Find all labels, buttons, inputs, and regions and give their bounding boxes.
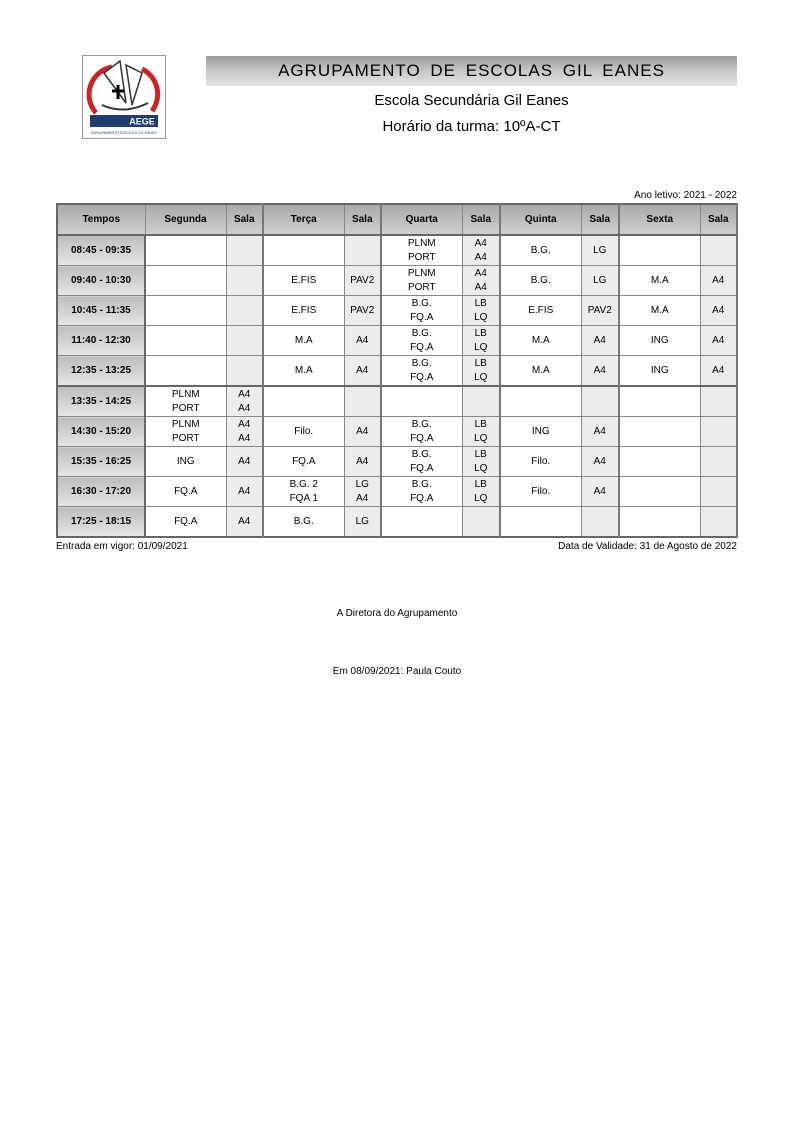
signature-title: A Diretora do Agrupamento — [336, 608, 458, 619]
subject-cell: Filo. — [500, 447, 581, 477]
subject-cell: FQ.A — [263, 447, 344, 477]
table-row — [57, 296, 737, 326]
room-cell: A4 — [700, 296, 737, 326]
room-cell: A4 — [344, 417, 381, 447]
table-row — [57, 507, 737, 538]
room-cell — [226, 235, 263, 266]
school-year: Ano letivo: 2021 - 2022 — [634, 190, 737, 201]
subject-cell — [619, 386, 700, 417]
subject-cell: B.G. — [263, 507, 344, 538]
subject-cell — [500, 386, 581, 417]
room-cell — [581, 507, 619, 538]
subject-cell — [145, 326, 226, 356]
room-cell: A4 — [344, 447, 381, 477]
validity-date: Data de Validade: 31 de Agosto de 2022 — [558, 541, 737, 552]
time-slot: 12:35 - 13:25 — [57, 356, 145, 387]
room-cell: LG — [581, 235, 619, 266]
room-cell: A4 A4 — [462, 266, 500, 296]
timetable-body — [57, 235, 737, 537]
room-cell: LG A4 — [344, 477, 381, 507]
subject-cell: M.A — [500, 326, 581, 356]
page-title: AGRUPAMENTO DE ESCOLAS GIL EANES — [206, 56, 737, 86]
logo-acronym: AEGE — [129, 116, 155, 127]
subject-cell — [145, 235, 226, 266]
room-cell — [700, 235, 737, 266]
column-header: Quinta — [500, 204, 581, 235]
table-row — [57, 326, 737, 356]
room-cell — [700, 447, 737, 477]
room-cell: A4 — [226, 447, 263, 477]
subject-cell — [500, 507, 581, 538]
room-cell: A4 A4 — [226, 386, 263, 417]
room-cell — [581, 386, 619, 417]
room-cell: A4 — [581, 477, 619, 507]
subject-cell: PLNM PORT — [381, 266, 462, 296]
subject-cell: B.G. FQ.A — [381, 417, 462, 447]
subject-cell: B.G. FQ.A — [381, 447, 462, 477]
subject-cell — [145, 356, 226, 387]
subject-cell — [263, 386, 344, 417]
subject-cell: Filo. — [500, 477, 581, 507]
subject-cell: E.FIS — [263, 266, 344, 296]
subject-cell: B.G. — [500, 266, 581, 296]
subject-cell — [381, 386, 462, 417]
room-cell: LG — [344, 507, 381, 538]
room-cell: A4 A4 — [462, 235, 500, 266]
subject-cell — [619, 477, 700, 507]
subject-cell — [619, 507, 700, 538]
room-cell: A4 — [226, 507, 263, 538]
room-cell: LG — [581, 266, 619, 296]
room-cell: PAV2 — [344, 266, 381, 296]
table-row — [57, 266, 737, 296]
subject-cell: M.A — [619, 296, 700, 326]
room-cell — [226, 356, 263, 387]
room-cell — [700, 477, 737, 507]
room-cell: A4 — [700, 266, 737, 296]
column-header: Sala — [700, 204, 737, 235]
subject-cell: B.G. FQ.A — [381, 356, 462, 387]
subject-cell: B.G. FQ.A — [381, 326, 462, 356]
class-label: Horário da turma: 10ºA-CT — [382, 118, 561, 135]
subject-cell: B.G. — [500, 235, 581, 266]
subject-cell: ING — [619, 326, 700, 356]
subject-cell: B.G. FQ.A — [381, 296, 462, 326]
subject-cell: ING — [145, 447, 226, 477]
room-cell: A4 — [344, 356, 381, 387]
subject-cell: ING — [500, 417, 581, 447]
subject-cell — [619, 417, 700, 447]
subject-cell: PLNM PORT — [145, 386, 226, 417]
room-cell — [700, 507, 737, 538]
room-cell — [700, 417, 737, 447]
column-header: Tempos — [57, 204, 145, 235]
subject-cell: FQ.A — [145, 507, 226, 538]
room-cell: LB LQ — [462, 417, 500, 447]
room-cell — [226, 296, 263, 326]
subject-cell: B.G. FQ.A — [381, 477, 462, 507]
subject-cell — [381, 507, 462, 538]
column-header: Sala — [581, 204, 619, 235]
subject-cell: M.A — [263, 356, 344, 387]
room-cell: A4 — [700, 356, 737, 387]
logo-caption: AGRUPAMENTO ESCOLAS GIL EANES — [91, 131, 157, 135]
room-cell: A4 — [226, 477, 263, 507]
subject-cell — [145, 296, 226, 326]
room-cell — [226, 266, 263, 296]
room-cell — [226, 326, 263, 356]
time-slot: 13:35 - 14:25 — [57, 386, 145, 417]
subject-cell: PLNM PORT — [145, 417, 226, 447]
time-slot: 08:45 - 09:35 — [57, 235, 145, 266]
column-header: Segunda — [145, 204, 226, 235]
room-cell: LB LQ — [462, 477, 500, 507]
room-cell: LB LQ — [462, 296, 500, 326]
table-row — [57, 386, 737, 417]
subject-cell: M.A — [619, 266, 700, 296]
time-slot: 15:35 - 16:25 — [57, 447, 145, 477]
table-row — [57, 356, 737, 387]
subject-cell: B.G. 2 FQA 1 — [263, 477, 344, 507]
subject-cell: E.FIS — [500, 296, 581, 326]
room-cell: PAV2 — [344, 296, 381, 326]
table-row — [57, 477, 737, 507]
room-cell: A4 — [581, 356, 619, 387]
room-cell: PAV2 — [581, 296, 619, 326]
room-cell: A4 — [344, 326, 381, 356]
school-name: Escola Secundária Gil Eanes — [374, 92, 569, 109]
room-cell: A4 A4 — [226, 417, 263, 447]
room-cell — [700, 386, 737, 417]
subject-cell: ING — [619, 356, 700, 387]
subject-cell — [263, 235, 344, 266]
signature-line: Em 08/09/2021: Paula Couto — [332, 666, 462, 677]
column-header: Terça — [263, 204, 344, 235]
column-header: Sexta — [619, 204, 700, 235]
time-slot: 17:25 - 18:15 — [57, 507, 145, 538]
subject-cell: M.A — [500, 356, 581, 387]
column-header: Sala — [344, 204, 381, 235]
column-header: Sala — [226, 204, 263, 235]
subject-cell: FQ.A — [145, 477, 226, 507]
column-header: Sala — [462, 204, 500, 235]
room-cell: LB LQ — [462, 356, 500, 387]
room-cell — [462, 386, 500, 417]
table-row — [57, 417, 737, 447]
time-slot: 14:30 - 15:20 — [57, 417, 145, 447]
effective-date: Entrada em vigor: 01/09/2021 — [56, 541, 188, 552]
timetable-header — [57, 204, 737, 235]
room-cell: A4 — [581, 447, 619, 477]
room-cell: A4 — [581, 417, 619, 447]
subject-cell: E.FIS — [263, 296, 344, 326]
subject-cell — [145, 266, 226, 296]
time-slot: 16:30 - 17:20 — [57, 477, 145, 507]
time-slot: 11:40 - 12:30 — [57, 326, 145, 356]
table-row — [57, 235, 737, 266]
table-row — [57, 447, 737, 477]
subject-cell: PLNM PORT — [381, 235, 462, 266]
room-cell: A4 — [581, 326, 619, 356]
school-logo — [82, 55, 166, 139]
room-cell: LB LQ — [462, 447, 500, 477]
subject-cell — [619, 447, 700, 477]
room-cell: A4 — [700, 326, 737, 356]
room-cell: LB LQ — [462, 326, 500, 356]
subject-cell — [619, 235, 700, 266]
time-slot: 10:45 - 11:35 — [57, 296, 145, 326]
time-slot: 09:40 - 10:30 — [57, 266, 145, 296]
column-header: Quarta — [381, 204, 462, 235]
room-cell — [344, 386, 381, 417]
subject-cell: M.A — [263, 326, 344, 356]
timetable — [56, 203, 738, 538]
subject-cell: Filo. — [263, 417, 344, 447]
room-cell — [344, 235, 381, 266]
room-cell — [462, 507, 500, 538]
